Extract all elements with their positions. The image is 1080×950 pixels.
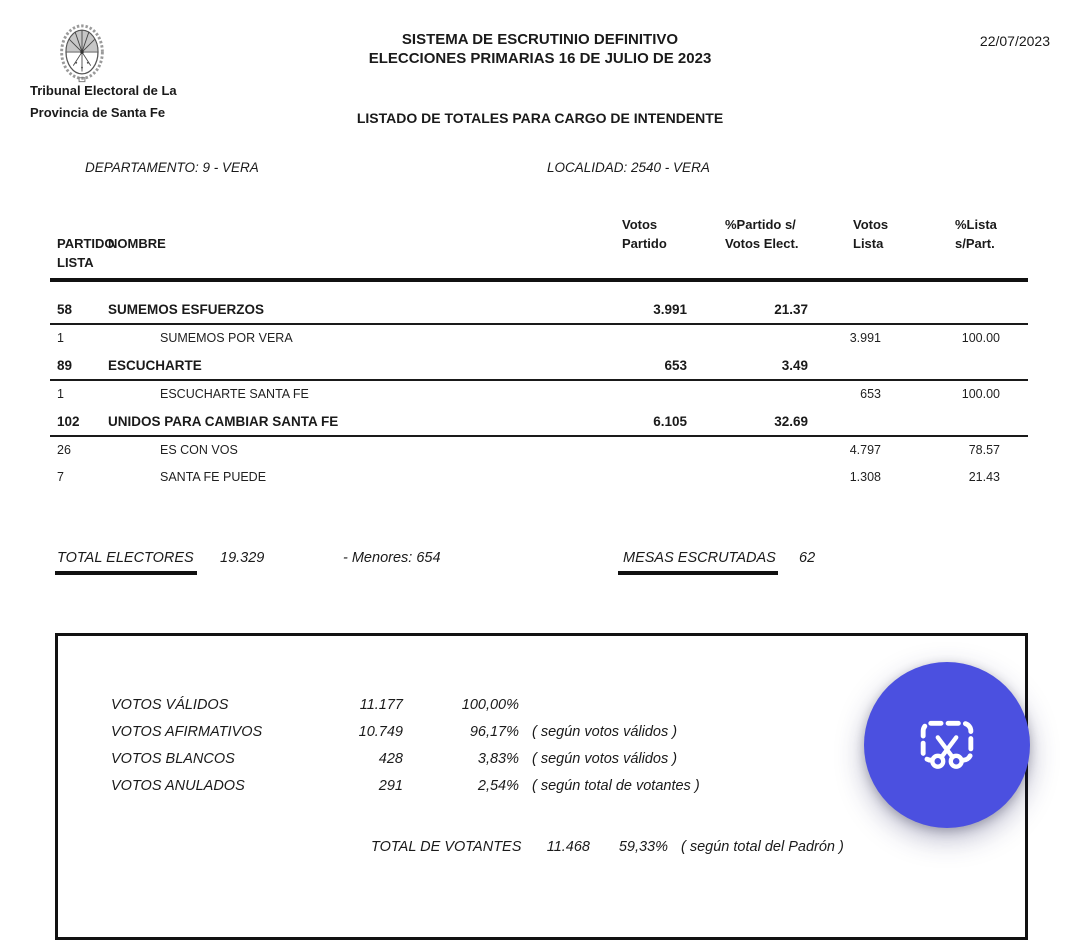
- total-votantes-label: TOTAL DE VOTANTES: [371, 839, 522, 855]
- summary-value: 10.749: [358, 724, 403, 740]
- cell-votos-lista: 1.308: [849, 470, 881, 484]
- org-name-line2: Provincia de Santa Fe: [30, 105, 166, 120]
- summary-value: 11.177: [359, 697, 403, 713]
- cell-list-number: 1: [57, 387, 64, 401]
- cell-list-name: SANTA FE PUEDE: [160, 470, 267, 484]
- summary-note: ( según total de votantes ): [532, 778, 700, 794]
- report-title-line2: ELECCIONES PRIMARIAS 16 DE JULIO DE 2023: [368, 50, 712, 67]
- cell-list-name: SUMEMOS POR VERA: [160, 331, 293, 345]
- summary-label: VOTOS VÁLIDOS: [111, 697, 229, 713]
- cell-votos-lista: 3.991: [849, 331, 881, 345]
- localidad-label: LOCALIDAD: 2540 - VERA: [547, 160, 710, 175]
- report-date: 22/07/2023: [979, 33, 1050, 49]
- table-row-party: [50, 296, 1028, 325]
- header-votos-partido: Votos Partido: [622, 217, 667, 251]
- report-title: [0, 30, 1080, 68]
- total-votantes-note: ( según total del Padrón ): [681, 839, 844, 855]
- cell-party-number: 89: [57, 358, 73, 373]
- cell-votos-partido: [610, 325, 690, 352]
- cell-list-name: ESCUCHARTE SANTA FE: [160, 387, 309, 401]
- cell-list-name: ES CON VOS: [160, 443, 238, 457]
- cell-party-number: 58: [57, 302, 73, 317]
- cell-party-number: 102: [57, 414, 80, 429]
- menores-value: - Menores: 654: [343, 550, 441, 566]
- cell-pct-lista: [885, 352, 1002, 379]
- summary-label: VOTOS ANULADOS: [111, 778, 245, 794]
- summary-pct: 100,00%: [461, 697, 519, 713]
- org-name-line1: Tribunal Electoral de La: [30, 83, 177, 98]
- summary-value: 428: [378, 751, 403, 767]
- summary-pct: 2,54%: [477, 778, 519, 794]
- cell-pct-lista: 78.57: [968, 443, 1000, 457]
- results-table: [50, 213, 1028, 491]
- mesas-escrutadas-label: MESAS ESCRUTADAS: [623, 550, 776, 566]
- table-row-list: [50, 464, 1028, 491]
- cell-party-name: UNIDOS PARA CAMBIAR SANTA FE: [108, 414, 339, 429]
- summary-label: VOTOS BLANCOS: [111, 751, 235, 767]
- cell-votos-lista: 4.797: [849, 443, 881, 457]
- table-row-party: [50, 408, 1028, 437]
- cell-votos-partido: 6.105: [653, 414, 687, 429]
- cell-pct-lista: 100.00: [961, 331, 1000, 345]
- totals-line: [0, 548, 1080, 582]
- cell-votos-lista: [810, 408, 885, 435]
- header-pct-lista: %Lista s/Part.: [955, 217, 997, 251]
- cell-pct-partido: [690, 381, 810, 408]
- cell-votos-lista: [810, 296, 885, 323]
- cell-votos-partido: 3.991: [653, 302, 687, 317]
- cell-pct-lista: 100.00: [961, 387, 1000, 401]
- cell-list-number: 26: [57, 443, 71, 457]
- header-partido-lista: PARTIDO LISTA: [57, 236, 115, 270]
- header-nombre: NOMBRE: [108, 236, 166, 251]
- summary-label: VOTOS AFIRMATIVOS: [111, 724, 263, 740]
- results-table-header: [50, 213, 1028, 282]
- cell-pct-partido: [690, 437, 810, 464]
- cell-list-number: 1: [57, 331, 64, 345]
- cell-pct-partido: 32.69: [774, 414, 808, 429]
- total-votantes-row: [58, 834, 1025, 861]
- cell-votos-partido: 653: [664, 358, 687, 373]
- report-title-line1: SISTEMA DE ESCRUTINIO DEFINITIVO: [401, 31, 679, 48]
- cell-list-number: 7: [57, 470, 64, 484]
- cell-votos-partido: [610, 437, 690, 464]
- departamento-label: DEPARTAMENTO: 9 - VERA: [85, 160, 259, 175]
- cell-pct-lista: [885, 408, 1002, 435]
- summary-note: ( según votos válidos ): [532, 751, 678, 767]
- cell-votos-partido: [610, 381, 690, 408]
- cell-pct-partido: 3.49: [781, 358, 808, 373]
- mesas-escrutadas-value: 62: [799, 550, 816, 566]
- header-votos-lista: Votos Lista: [853, 217, 889, 251]
- total-electores-value: 19.329: [220, 550, 265, 566]
- cell-pct-lista: [885, 296, 1002, 323]
- screenshot-scissors-icon: [908, 706, 986, 784]
- cell-pct-partido: [690, 464, 810, 491]
- cell-votos-lista: [810, 352, 885, 379]
- report-subtitle: LISTADO DE TOTALES PARA CARGO DE INTENDENTE: [356, 110, 724, 126]
- table-row-party: [50, 352, 1028, 381]
- results-table-body: [50, 296, 1028, 491]
- header-pct-partido: %Partido s/ Votos Elect.: [725, 217, 799, 251]
- cell-votos-partido: [610, 464, 690, 491]
- summary-pct: 3,83%: [477, 751, 519, 767]
- total-votantes-pct: 59,33%: [618, 839, 668, 855]
- summary-pct: 96,17%: [469, 724, 519, 740]
- table-row-list: [50, 325, 1028, 352]
- summary-note: ( según votos válidos ): [532, 724, 678, 740]
- cell-party-name: SUMEMOS ESFUERZOS: [108, 302, 265, 317]
- cell-pct-partido: [690, 325, 810, 352]
- summary-value: 291: [378, 778, 403, 794]
- snip-button[interactable]: [864, 662, 1030, 828]
- cell-pct-partido: 21.37: [774, 302, 808, 317]
- cell-votos-lista: 653: [860, 387, 881, 401]
- cell-pct-lista: 21.43: [968, 470, 1000, 484]
- table-row-list: [50, 437, 1028, 464]
- total-electores-label: TOTAL ELECTORES: [57, 550, 194, 566]
- mesas-escrutadas-underline: [618, 571, 778, 575]
- total-votantes-value: 11.468: [546, 839, 590, 855]
- cell-party-name: ESCUCHARTE: [108, 358, 202, 373]
- table-row-list: [50, 381, 1028, 408]
- total-electores-underline: [55, 571, 197, 575]
